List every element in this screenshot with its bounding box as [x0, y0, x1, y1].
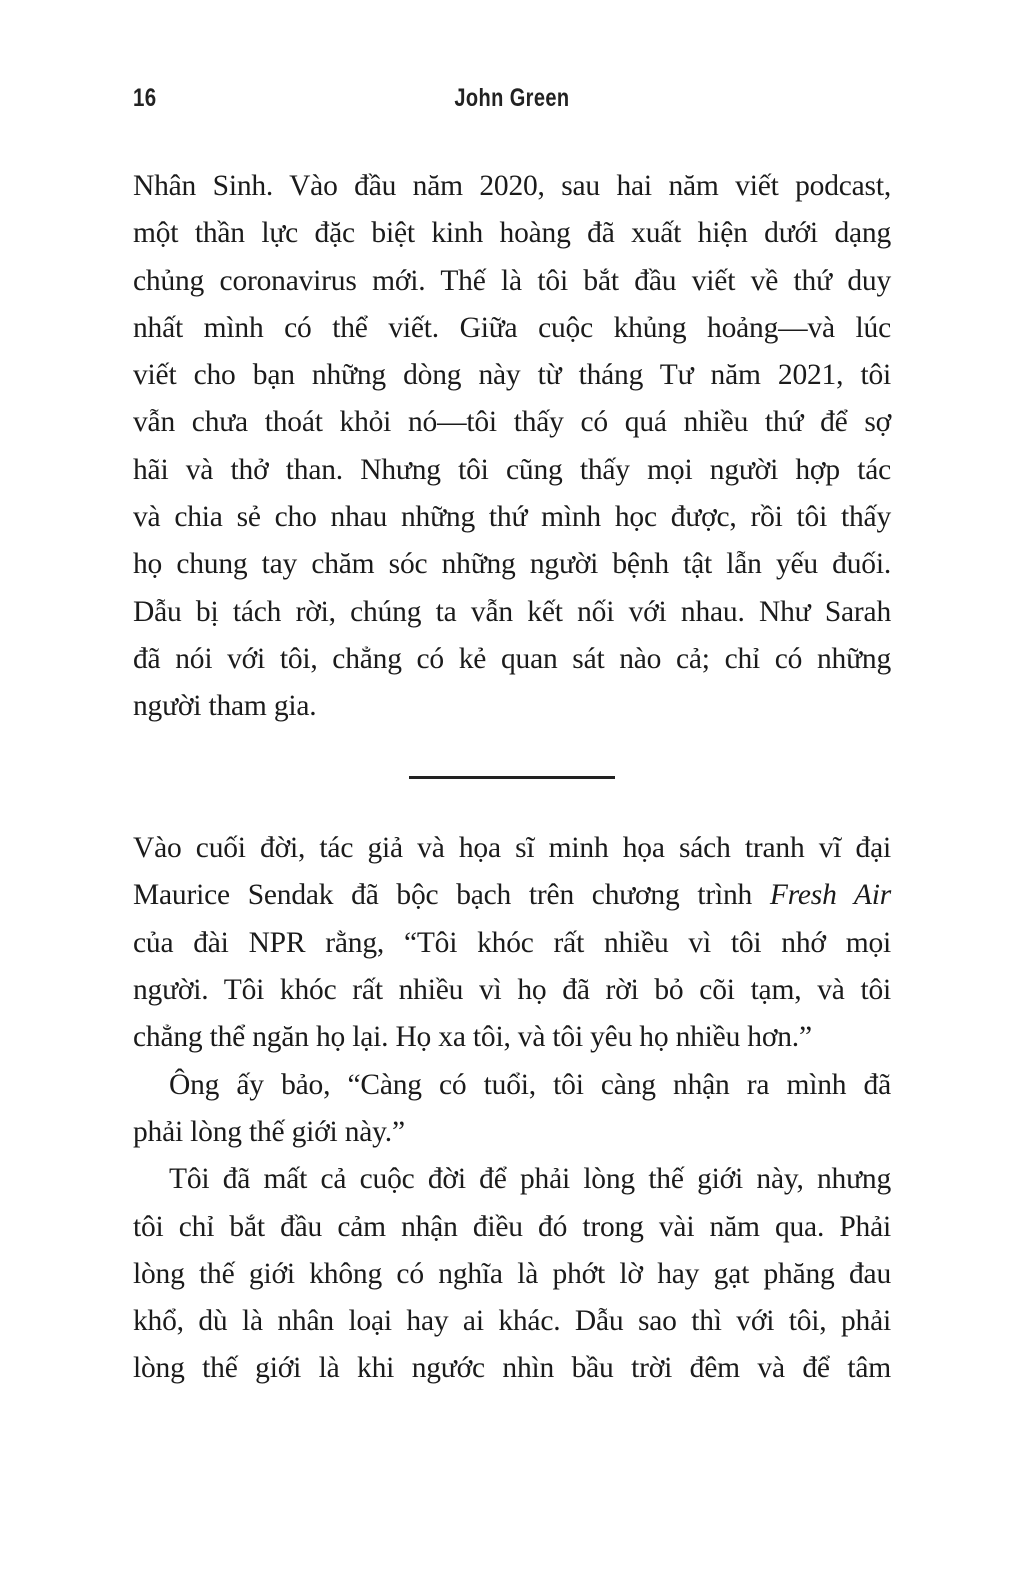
section-divider	[133, 731, 891, 826]
text-line: lòng thế giới không có nghĩa là phớt lờ hay gạt phăng đau	[133, 1257, 891, 1290]
text-line: khổ, dù là nhân loại hay ai khác. Dẫu sao thì với tôi, phải	[133, 1305, 891, 1338]
text-line: chẳng thể ngăn họ lại. Họ xa tôi, và tôi yêu họ nhiều hơn.”	[133, 1021, 812, 1054]
text-line: và chia sẻ cho nhau những thứ mình học được, rồi tôi thấy	[133, 501, 891, 534]
text-line: họ chung tay chăm sóc những người bệnh tật lẫn yếu đuối.	[133, 548, 891, 581]
text-line: Nhân Sinh. Vào đầu năm 2020, sau hai năm viết podcast,	[133, 170, 891, 202]
text-line: Ông ấy bảo, “Càng có tuổi, tôi càng nhận ra mình đã	[169, 1068, 891, 1101]
text-line: vẫn chưa thoát khỏi nó—tôi thấy có quá nhiều thứ để sợ	[133, 406, 891, 439]
paragraph	[133, 1062, 891, 1157]
text-line: hãi và thở than. Nhưng tôi cũng thấy mọi người hợp tác	[133, 453, 891, 486]
page-number: 16	[133, 84, 157, 112]
text-line: chủng coronavirus mới. Thế là tôi bắt đầu viết về thứ duy	[133, 264, 891, 297]
paragraph	[133, 163, 891, 731]
paragraph	[133, 825, 891, 1061]
text-line: Dẫu bị tách rời, chúng ta vẫn kết nối với nhau. Như Sarah	[133, 595, 891, 628]
text-line: viết cho bạn những dòng này từ tháng Tư năm 2021, tôi	[133, 359, 891, 392]
text-column	[133, 163, 891, 1393]
text-line: của đài NPR rằng, “Tôi khóc rất nhiều vì tôi nhớ mọi	[133, 926, 891, 959]
running-header	[0, 84, 1024, 113]
text-line: nhất mình có thể viết. Giữa cuộc khủng hoảng—và lúc	[133, 311, 891, 344]
text-line: một thần lực đặc biệt kinh hoàng đã xuất hiện dưới dạng	[133, 217, 891, 250]
section-divider-line	[409, 776, 615, 779]
text-line: phải lòng thế giới này.”	[133, 1115, 405, 1148]
text-line: người tham gia.	[133, 690, 317, 723]
paragraph	[133, 1156, 891, 1392]
text-line: Tôi đã mất cả cuộc đời để phải lòng thế giới này, nhưng	[169, 1163, 891, 1196]
text-line: tôi chỉ bắt đầu cảm nhận điều đó trong vài năm qua. Phải	[133, 1210, 891, 1243]
running-header-label: John Green	[454, 84, 570, 112]
text-line: Vào cuối đời, tác giả và họa sĩ minh họa sách tranh vĩ đại	[133, 832, 891, 865]
text-line: đã nói với tôi, chẳng có kẻ quan sát nào cả; chỉ có những	[133, 642, 891, 675]
text-line: người. Tôi khóc rất nhiều vì họ đã rời bỏ cõi tạm, và tôi	[133, 974, 891, 1007]
text-line: Maurice Sendak đã bộc bạch trên chương trình Fresh Air	[133, 879, 891, 912]
text-line: lòng thế giới là khi ngước nhìn bầu trời đêm và để tâm	[133, 1352, 891, 1385]
running-head-row	[0, 84, 1024, 116]
